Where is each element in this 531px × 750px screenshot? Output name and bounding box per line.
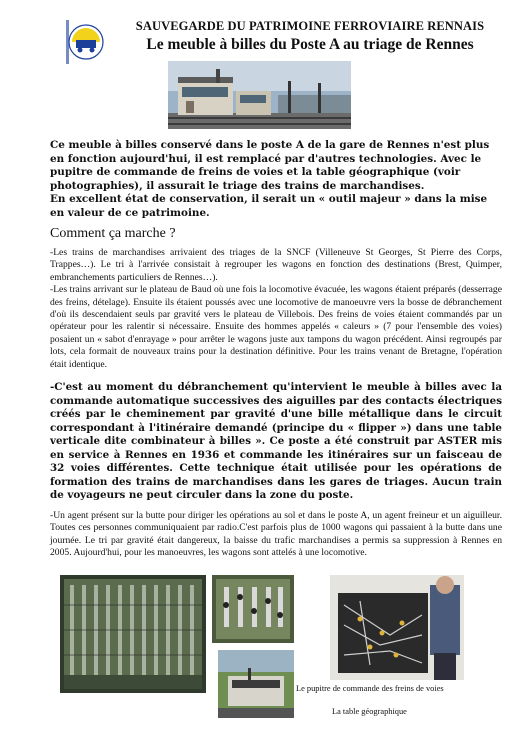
intro-paragraph-2: En excellent état de conservation, il serait un « outil majeur » dans la mise en valeur de ce patrimoine. (50, 193, 488, 219)
signal-box-photo (168, 61, 351, 129)
paragraph-arrivals: -Les trains de marchandises arrivaient des triages de la SNCF (Villeneuve St Georges, St Pierre des Corps, Trappes…). Le tri à l'arrivée consistait à regrouper les wagons en fonction des destinations (Brest, Quimper, embranchements particuliers de Rennes…). (50, 247, 502, 283)
intro-paragraphs (50, 139, 502, 221)
geographic-table-photo (330, 575, 464, 680)
caption-table: La table géographique (332, 707, 407, 716)
section-heading: Comment ça marche ? (50, 226, 176, 241)
organization-name: SAUVEGARDE DU PATRIMOINE FERROVIAIRE RENNAIS (135, 19, 485, 33)
paragraph-sorting: -Les trains arrivant sur le plateau de Baud où une fois la locomotive évacuée, les wagons étaient préparés (desserrage des freins, dételage). Ensuite ils étaient poussés avec une locomotive de manoeuvre vers la bosse de débranchement d'où ils descendaient seuls par gravité vers le plateau de Villebois. Des freins de voies étaient commandés par un opérateur pour les ralentir si nécessaire. Ensuite des hommes appelés « caleurs » (7 pour l'ensemble des voies) posaient un « sabot d'enrayage » pour arrêter le wagons juste aux tampons du wagon précédent. Ainsi regroupés par lots, cela formait de nouveaux trains pour la destination définitive. Pour les trains venant de Bretagne, l'opération était identique. (50, 284, 502, 370)
ball-machine-photo (60, 575, 206, 693)
association-logo (62, 16, 104, 68)
intro-paragraph-1: Ce meuble à billes conservé dans le poste A de la gare de Rennes n'est plus en fonction aujourd'hui, il est remplacé par d'autres technologies. Avec le pupitre de commande de freins de voies et la table géographique (voir photographies), il assurait le triage des trains de marchandises. (50, 139, 490, 192)
caption-pupitre: Le pupitre de commande des freins de voies (296, 684, 444, 693)
paragraph-agents: -Un agent présent sur la butte pour diriger les opérations au sol et dans le poste A, un agent freineur et un aiguilleur. Toutes ces personnes communiquaient par radio.C'est parfois plus de 1000 wagons qui passaient à la butte dans une journée. Le tri par gravité était dangereux, la baisse du trafic marchandises a permis sa suppression à Rennes en 2005. Aujourd'hui, pour les manoeuvres, les wagons sont attelés à une locomotive. (50, 510, 502, 559)
control-desk-photo (218, 650, 294, 718)
paragraph-ball-machine: -C'est au moment du débranchement qu'intervient le meuble à billes avec la commande automatique successives des aiguilles par des contacts électriques créés par le cheminement par gravité d'une bille métallique dans le circuit correspondant à l'itinéraire demandé (principe du « flipper ») dans une table verticale dite combinateur à billes ». Ce poste a été construit par ASTER mis en service à Rennes en 1936 et commande les itinéraires sur un faisceau de 32 voies différentes. Cette technique était utilisée pour les opérations de formation des trains de marchandises dans les gares de triages. Aucun train de voyageurs ne peut circuler dans la zone du poste. (50, 381, 503, 501)
explanation-text (50, 247, 502, 371)
page-title: Le meuble à billes du Poste A au triage de Rennes (146, 36, 474, 53)
lever-panel-photo (212, 575, 294, 643)
